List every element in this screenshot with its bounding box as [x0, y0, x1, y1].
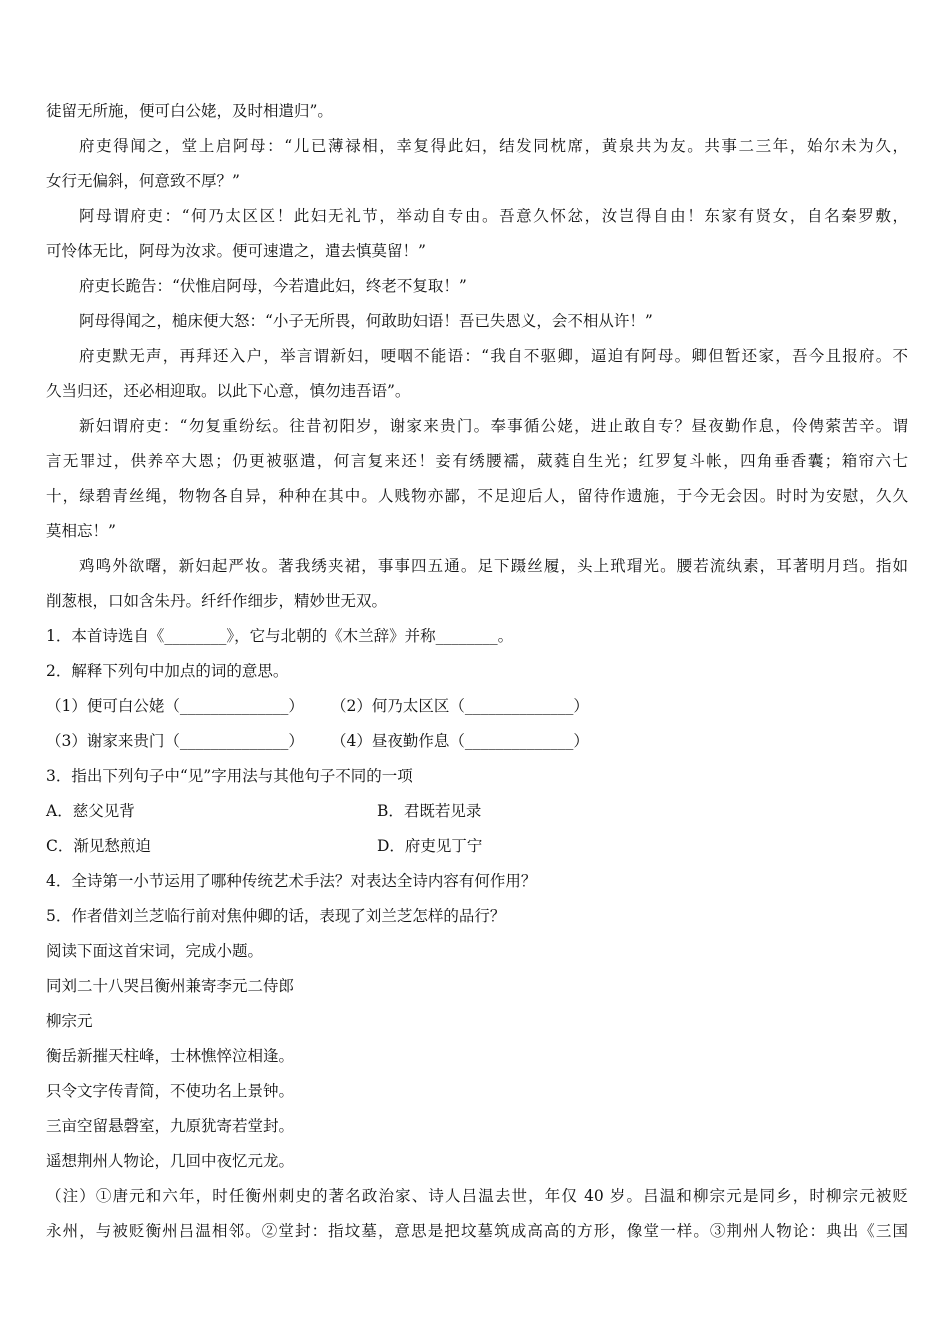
poem-note: （注）①唐元和六年，时任衡州刺史的著名政治家、诗人吕温去世，年仅 40 岁。吕温和柳宗元是同乡，时柳宗元被贬 [46, 1187, 908, 1205]
question-2-item: （3）谢家来贵门（______________） [46, 732, 304, 750]
question-3-option-d: D．府吏见丁宁 [377, 837, 483, 855]
section-intro: 阅读下面这首宋词，完成小题。 [46, 942, 264, 960]
question-2: 2．解释下列句中加点的词的意思。 [46, 662, 289, 680]
question-2-item: （1）便可白公姥（______________） [46, 697, 304, 715]
passage-line: 徒留无所施，便可白公姥，及时相遣归”。 [46, 102, 333, 120]
passage-line: 久当归还，还必相迎取。以此下心意，慎勿违吾语”。 [46, 382, 411, 400]
passage-line: 女行无偏斜，何意致不厚？” [46, 172, 240, 190]
passage-line: 府吏默无声，再拜还入户，举言谓新妇，哽咽不能语：“我自不驱卿，逼迫有阿母。卿但暂还家，吾今且报府。不 [79, 347, 908, 365]
poem-note: 永州，与被贬衡州吕温相邻。②堂封：指坟墓，意思是把坟墓筑成高高的方形，像堂一样。③荆州人物论：典出《三国 [46, 1222, 908, 1240]
poem-line: 遥想荆州人物论，几回中夜忆元龙。 [46, 1152, 295, 1170]
poem-author: 柳宗元 [46, 1012, 93, 1030]
passage-line: 府吏得闻之，堂上启阿母：“儿已薄禄相，幸复得此妇，结发同枕席，黄泉共为友。共事二三年，始尔未为久， [79, 137, 908, 155]
passage-line: 可怜体无比，阿母为汝求。便可速遣之，遣去慎莫留！” [46, 242, 426, 260]
passage-line: 阿母得闻之，槌床便大怒：“小子无所畏，何敢助妇语！吾已失恩义，会不相从许！” [79, 312, 653, 330]
question-1: 1．本首诗选自《________》，它与北朝的《木兰辞》并称________。 [46, 627, 514, 645]
poem-title: 同刘二十八哭吕衡州兼寄李元二侍郎 [46, 977, 295, 995]
question-5: 5．作者借刘兰芝临行前对焦仲卿的话，表现了刘兰芝怎样的品行？ [46, 907, 506, 925]
question-3: 3．指出下列句子中“见”字用法与其他句子不同的一项 [46, 767, 413, 785]
poem-line: 只令文字传青简，不使功名上景钟。 [46, 1082, 295, 1100]
question-2-item: （4）昼夜勤作息（______________） [331, 732, 589, 750]
passage-line: 莫相忘！” [46, 522, 116, 540]
passage-line: 新妇谓府吏：“勿复重纷纭。往昔初阳岁，谢家来贵门。奉事循公姥，进止敢自专？昼夜勤作息，伶俜萦苦辛。谓 [79, 417, 908, 435]
question-3-option-b: B．君既若见录 [377, 802, 482, 820]
passage-line: 言无罪过，供养卒大恩；仍更被驱遣，何言复来还！妾有绣腰襦，葳蕤自生光；红罗复斗帐，四角垂香囊；箱帘六七 [46, 452, 908, 470]
passage-line: 削葱根，口如含朱丹。纤纤作细步，精妙世无双。 [46, 592, 388, 610]
passage-line: 十，绿碧青丝绳，物物各自异，种种在其中。人贱物亦鄙，不足迎后人，留待作遗施，于今无会因。时时为安慰，久久 [46, 487, 908, 505]
poem-line: 三亩空留悬磬室，九原犹寄若堂封。 [46, 1117, 295, 1135]
question-4: 4．全诗第一小节运用了哪种传统艺术手法？对表达全诗内容有何作用？ [46, 872, 537, 890]
passage-line: 府吏长跪告：“伏惟启阿母，今若遣此妇，终老不复取！” [79, 277, 467, 295]
question-3-option-c: C．渐见愁煎迫 [46, 837, 151, 855]
passage-line: 鸡鸣外欲曙，新妇起严妆。著我绣夹裙，事事四五通。足下蹑丝履，头上玳瑁光。腰若流纨素，耳著明月珰。指如 [79, 557, 908, 575]
question-2-item: （2）何乃太区区（______________） [331, 697, 589, 715]
poem-line: 衡岳新摧天柱峰，士林憔悴泣相逢。 [46, 1047, 295, 1065]
question-3-option-a: A．慈父见背 [46, 802, 135, 820]
passage-line: 阿母谓府吏：“何乃太区区！此妇无礼节，举动自专由。吾意久怀忿，汝岂得自由！东家有贤女，自名秦罗敷， [79, 207, 908, 225]
